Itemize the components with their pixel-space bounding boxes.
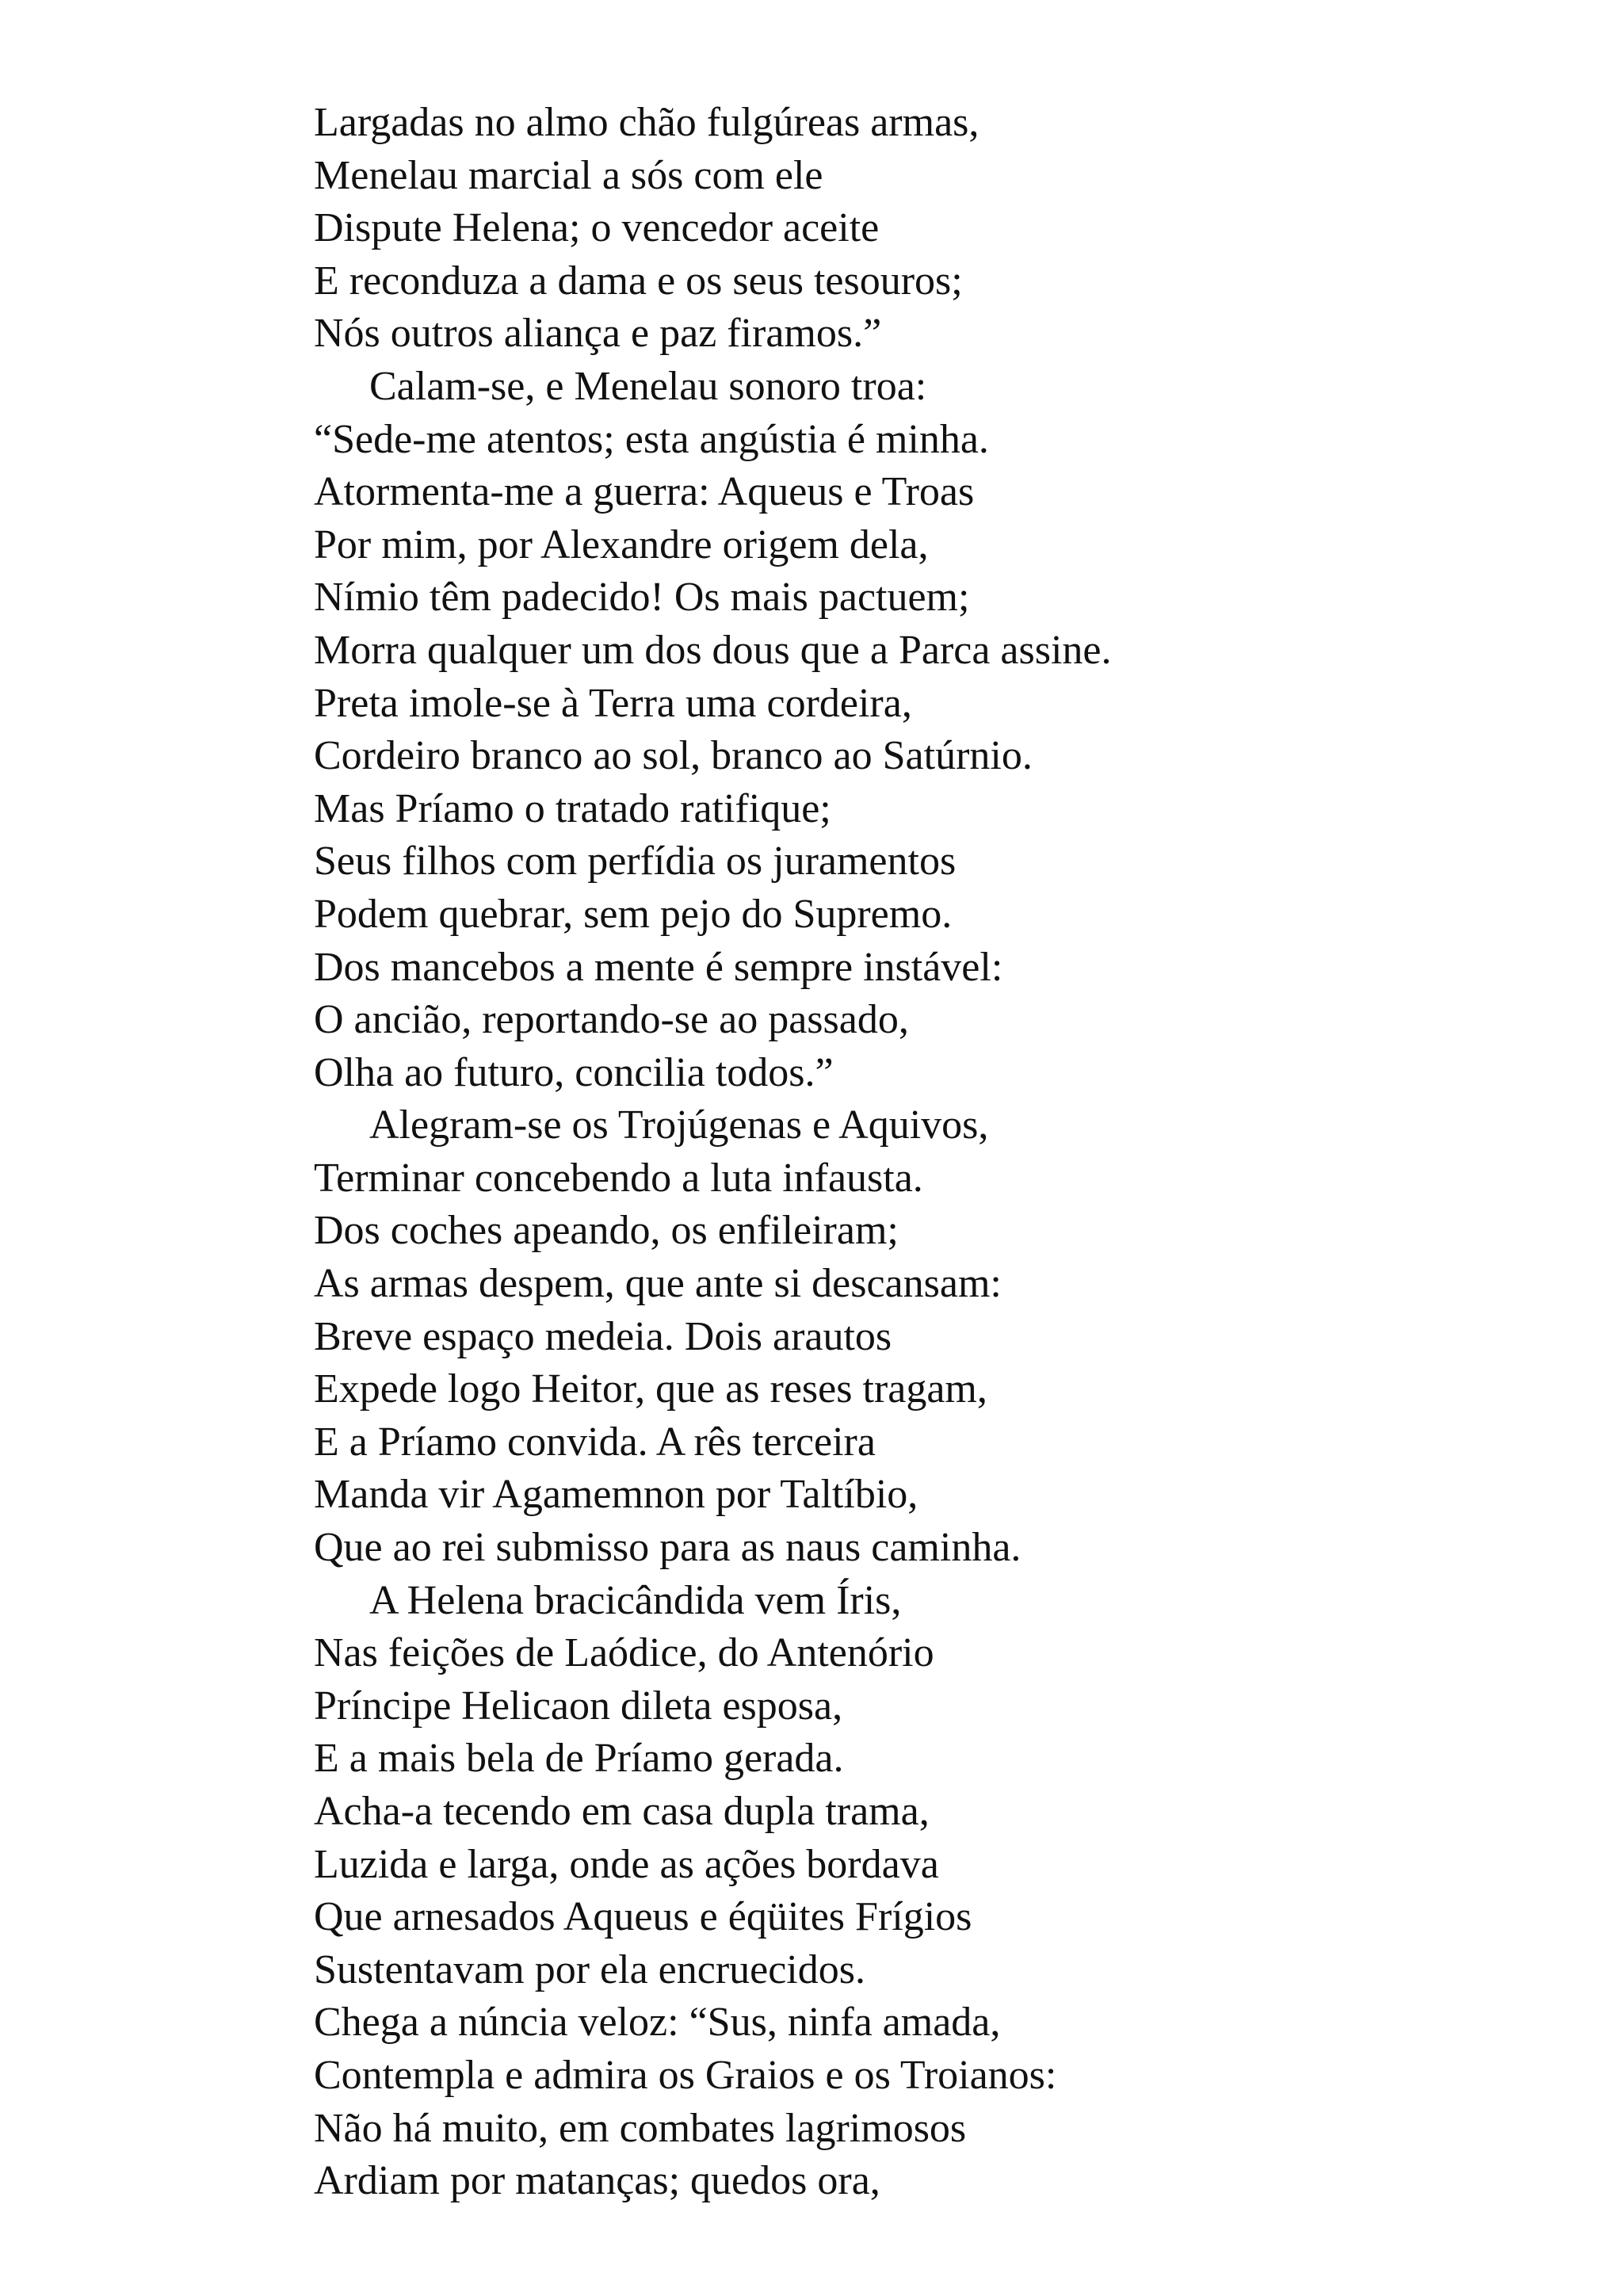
poem-line: Contempla e admira os Graios e os Troianos: [314,2052,1057,2098]
poem-line-indented: A Helena bracicândida vem Íris, [369,1577,902,1623]
poem-line-indented: Alegram-se os Trojúgenas e Aquivos, [369,1102,989,1148]
poem-line: Menelau marcial a sós com ele [314,152,823,198]
poem-line-indented: Calam-se, e Menelau sonoro troa: [369,363,927,409]
poem-line: Terminar concebendo a luta infausta. [314,1155,923,1201]
poem-line: Acha-a tecendo em casa dupla trama, [314,1789,930,1834]
poem-line: As armas despem, que ante si descansam: [314,1261,1002,1307]
poem-line: Que ao rei submisso para as naus caminha. [314,1525,1022,1571]
poem-line: Que arnesados Aqueus e éqüites Frígios [314,1894,972,1940]
poem-line: Olha ao futuro, concilia todos.” [314,1049,834,1095]
poem-line: Seus filhos com perfídia os juramentos [314,839,957,884]
poem-line: Luzida e larga, onde as ações bordava [314,1841,939,1887]
poem-line: Dos mancebos a mente é sempre instável: [314,944,1003,990]
poem-line: Atormenta-me a guerra: Aqueus e Troas [314,469,975,515]
poem-line: Podem quebrar, sem pejo do Supremo. [314,891,953,937]
poem-line: Chega a núncia veloz: “Sus, ninfa amada, [314,2000,1001,2046]
poem-line: Cordeiro branco ao sol, branco ao Satúrnio. [314,733,1033,779]
poem-line: Manda vir Agamemnon por Taltíbio, [314,1472,918,1518]
poem-line: Preta imole-se à Terra uma cordeira, [314,680,912,726]
poem-line: Dispute Helena; o vencedor aceite [314,205,880,251]
poem-line: Príncipe Helicaon dileta esposa, [314,1683,843,1729]
poem-line: E a Príamo convida. A rês terceira [314,1419,876,1465]
poem-line: “Sede-me atentos; esta angústia é minha. [314,416,989,462]
poem-line: Não há muito, em combates lagrimosos [314,2105,967,2151]
poem-line: Largadas no almo chão fulgúreas armas, [314,100,980,145]
poem-line: E a mais bela de Príamo gerada. [314,1736,844,1782]
poem-line: Por mim, por Alexandre origem dela, [314,521,929,567]
poem-text-block [314,97,1112,2208]
poem-line: Nas feições de Laódice, do Antenório [314,1630,934,1676]
poem-line: Breve espaço medeia. Dois arautos [314,1313,892,1359]
poem-line: Nímio têm padecido! Os mais pactuem; [314,575,970,621]
poem-line: E reconduza a dama e os seus tesouros; [314,258,963,304]
poem-line: Dos coches apeando, os enfileiram; [314,1208,899,1254]
poem-line: Sustentavam por ela encruecidos. [314,1946,865,1992]
poem-line: Expede logo Heitor, que as reses tragam, [314,1366,987,1412]
poem-line: Nós outros aliança e paz firamos.” [314,311,882,357]
poem-line: Ardiam por matanças; quedos ora, [314,2158,880,2204]
poem-line: O ancião, reportando-se ao passado, [314,997,909,1043]
poem-line: Morra qualquer um dos dous que a Parca assine. [314,627,1112,673]
poem-line: Mas Príamo o tratado ratifique; [314,785,831,831]
